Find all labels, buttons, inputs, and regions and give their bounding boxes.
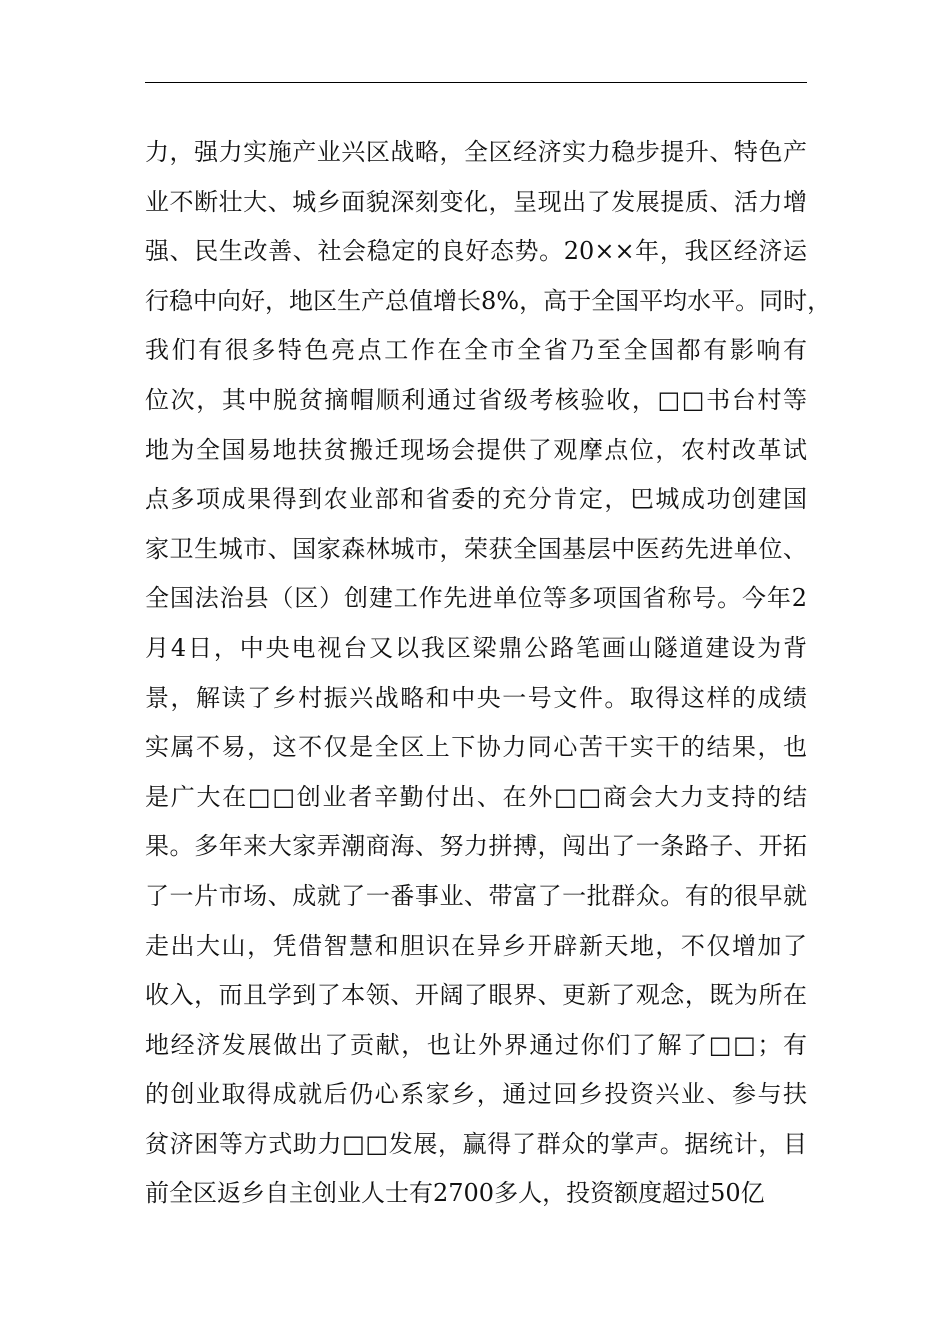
text-line: 走出大山，凭借智慧和胆识在异乡开辟新天地，不仅增加了 — [145, 931, 807, 960]
text-line: 我们有很多特色亮点工作在全市全省乃至全国都有影响有 — [145, 336, 807, 365]
text-line: 强、民生改善、社会稳定的良好态势。20××年，我区经济运 — [145, 237, 807, 266]
text-line: 地经济发展做出了贡献，也让外界通过你们了解了□□；有 — [145, 1030, 807, 1059]
text-line: 贫济困等方式助力□□发展，赢得了群众的掌声。据统计，目 — [145, 1129, 807, 1158]
text-line: 全国法治县（区）创建工作先进单位等多项国省称号。今年2 — [145, 584, 807, 613]
text-line: 家卫生城市、国家森林城市，荣获全国基层中医药先进单位、 — [145, 534, 807, 563]
text-line: 业不断壮大、城乡面貌深刻变化，呈现出了发展提质、活力增 — [145, 187, 807, 216]
header-rule — [145, 82, 807, 83]
text-line: 了一片市场、成就了一番事业、带富了一批群众。有的很早就 — [145, 881, 807, 910]
text-line: 前全区返乡自主创业人士有2700多人，投资额度超过50亿 — [145, 1179, 765, 1208]
text-line: 力，强力实施产业兴区战略，全区经济实力稳步提升、特色产 — [145, 138, 807, 166]
text-line: 的创业取得成就后仍心系家乡，通过回乡投资兴业、参与扶 — [145, 1080, 807, 1109]
text-line: 是广大在□□创业者辛勤付出、在外□□商会大力支持的结 — [145, 782, 807, 811]
text-line: 点多项成果得到农业部和省委的充分肯定，巴城成功创建国 — [145, 485, 807, 514]
text-line: 收入，而且学到了本领、开阔了眼界、更新了观念，既为所在 — [145, 981, 807, 1010]
text-line: 地为全国易地扶贫搬迁现场会提供了观摩点位，农村改革试 — [145, 435, 807, 464]
text-line: 月4日，中央电视台又以我区梁鼎公路笔画山隧道建设为背 — [145, 633, 807, 662]
text-line: 位次，其中脱贫摘帽顺利通过省级考核验收，□□书台村等 — [145, 385, 807, 414]
body-paragraph — [145, 128, 832, 1219]
text-line: 行稳中向好，地区生产总值增长8%，高于全国平均水平。同时， — [145, 286, 832, 315]
text-line: 实属不易，这不仅是全区上下协力同心苦干实干的结果，也 — [145, 733, 807, 762]
text-line: 景，解读了乡村振兴战略和中央一号文件。取得这样的成绩 — [145, 683, 807, 712]
text-line: 果。多年来大家弄潮商海、努力拼搏，闯出了一条路子、开拓 — [145, 832, 807, 861]
